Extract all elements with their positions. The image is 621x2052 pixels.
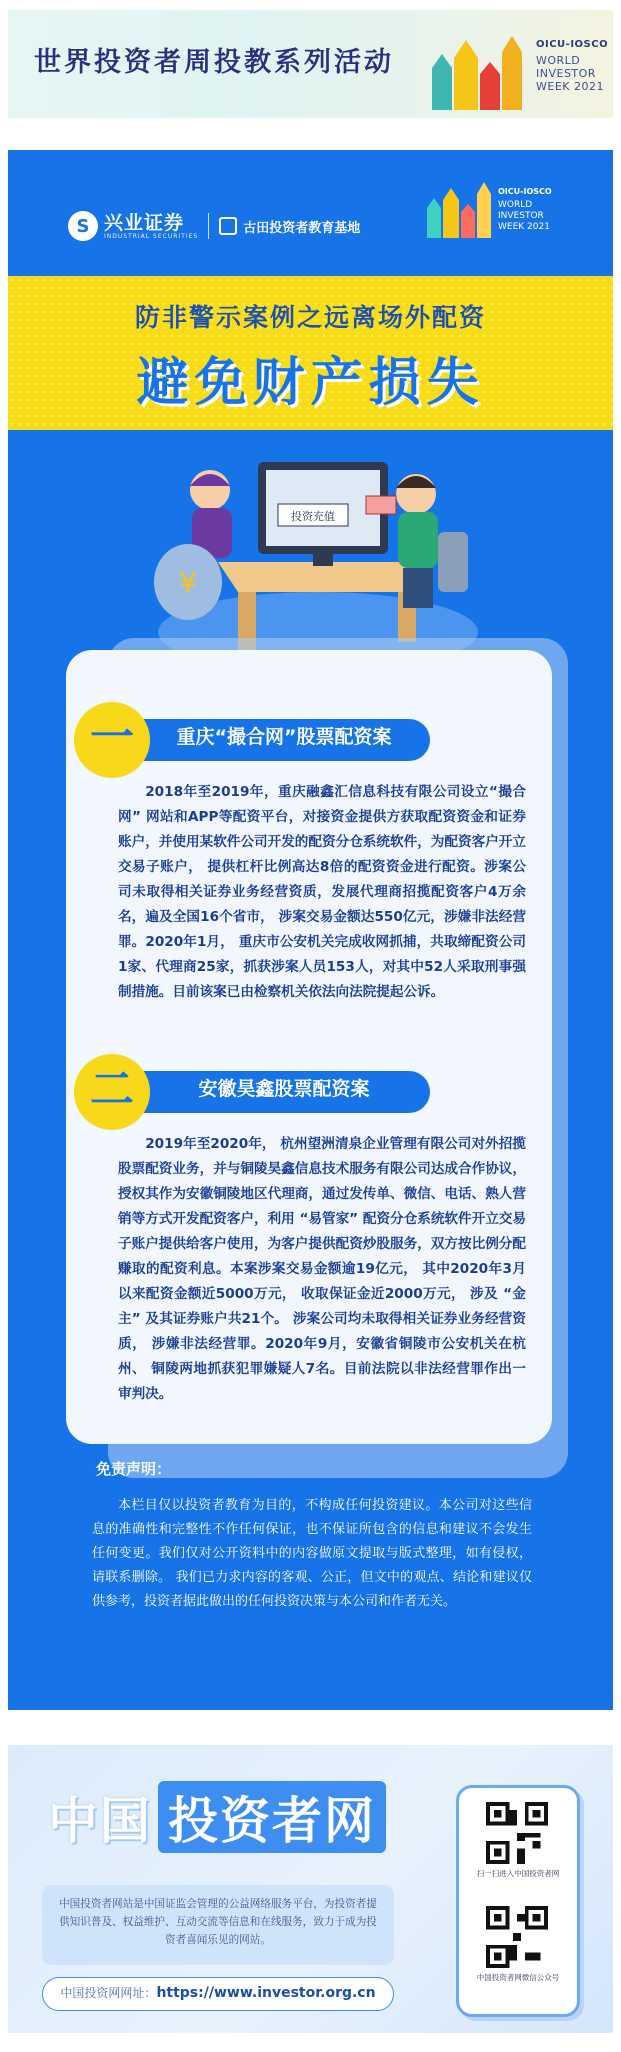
main-title: 避免财产损失 (136, 353, 485, 413)
section-2-header (74, 1064, 430, 1116)
section-2-body: 2019年至2020年， 杭州望洲清泉企业管理有限公司对外招揽股票配资业务，并与铜陵昊鑫信息技术服务有限公司达成合作协议，授权其作为安徽铜陵地区代理商，通过发传单、微信、电话、熟人营销等方式开发配资客户，利用 “易管家” 配资分仓系统软件开立交易子账户提供给客户使用，为客户提供配资炒股服务，双方按比例分配赚取的配资利息。本案涉案交易金额逾19亿元， 其中2020年3月以来配资金额近5000万元， 收取保证金近2000万元， 涉及 “金主” 及其证券账户共21个。 涉案公司均未取得相关证券业务经营资质， 涉嫌非法经营罪。2020年9月，安徽省铜陵市公安机关在杭州、 铜陵两地抓获犯罪嫌疑人7名。目前法院以非法经营罪作出一审判决。 (118, 1136, 526, 1402)
investor-net-logo (48, 1781, 386, 1853)
panel-iosco-text: OICU-IOSCO (498, 187, 552, 196)
brand-text (104, 213, 198, 240)
section-2-number: 二 (90, 1064, 134, 1115)
disclaimer-title: 免责声明： (96, 1460, 172, 1478)
pencils-logo-icon (426, 28, 526, 110)
qr-code-wechat-icon[interactable] (477, 1906, 557, 1968)
gutian-logo-icon (219, 217, 237, 235)
site-url-link[interactable]: https://www.investor.org.cn (156, 1985, 376, 2001)
qr-2-caption: 中国投资者网微信公众号 (476, 1973, 560, 1982)
panel-week-line-3: WEEK 2021 (498, 222, 550, 232)
section-1-number: 一 (90, 712, 134, 763)
subtitle: 防非警示案例之远离场外配资 (134, 303, 486, 332)
svg-text:¥: ¥ (179, 566, 197, 599)
site-url-bar[interactable] (42, 1977, 394, 2011)
site-url-label: 中国投资网网址： (60, 1986, 157, 2000)
xingye-logo-icon: S (68, 211, 98, 241)
iosco-logo-text: OICU-IOSCO (536, 39, 609, 50)
week-line-1: WORLD (536, 54, 581, 67)
panel-week-logo (498, 186, 552, 233)
partner-name: 古田投资者教育基地 (243, 220, 361, 236)
brand-en: INDUSTRIAL SECURITIES (104, 232, 199, 240)
bottom-banner (8, 1745, 613, 2033)
top-banner-title: 世界投资者周投教系列活动 (34, 47, 394, 78)
logo-divider (208, 213, 209, 239)
logo-prefix: 中国 (48, 1792, 152, 1850)
illustration-label: 投资充值 (291, 510, 335, 523)
section-1-title: 重庆“撮合网”股票配资案 (176, 726, 392, 748)
week-line-3: WEEK 2021 (536, 80, 604, 93)
panel-week-line-2: INVESTOR (498, 211, 544, 221)
section-1-body: 2018年至2019年，重庆融鑫汇信息科技有限公司设立“撮合网” 网站和APP等配资平台，对接资金提供方获取配资资金和证券账户，并使用某软件公司开发的配资分仓系统软件，为配资客户开立交易子账户， 提供杠杆比例高达8倍的配资资金进行配资。涉案公司未取得相关证券业务经营资质，发展代理商招揽配资客户4万余名，遍及全国16个省市， 涉案交易金额达550亿元，涉嫌非法经营罪。2020年1月， 重庆市公安机关完成收网抓捕，共取缔配资公司1家、代理商25家，抓获涉案人员153人，对其中52人采取刑事强制措施。目前该案已由检察机关依法向法院提起公诉。 (118, 784, 526, 1000)
title-band (8, 276, 613, 430)
logo-main: 投资者网 (158, 1781, 386, 1853)
phone-frame (456, 1785, 580, 2017)
top-banner (8, 10, 613, 118)
panel-week-line-1: WORLD (498, 200, 533, 210)
week-line-2: INVESTOR (536, 67, 596, 80)
qr-code-icon[interactable] (477, 1802, 557, 1864)
world-investor-week-logo (536, 38, 608, 93)
main-panel (8, 150, 613, 1710)
section-2-title: 安徽昊鑫股票配资案 (198, 1078, 370, 1100)
brand-logo-row (68, 206, 360, 246)
site-description: 中国投资者网站是中国证监会管理的公益网络服务平台，为投资者提供知识普及、权益维护、互动交流等信息和在线服务，致力于成为投资者喜闻乐见的网站。 (42, 1885, 394, 1965)
disclaimer-body: 本栏目仅以投资者教育为目的，不构成任何投资建议。本公司对这些信息的准确性和完整性不作任何保证，也不保证所包含的信息和建议不会发生任何变更。我们仅对公开资料中的内容做原文提取与版式整理，如有侵权，请联系删除。 我们已力求内容的客观、公正，但文中的观点、结论和建议仅供参考，投资者据此做出的任何投资决策与本公司和作者无关。 (92, 1498, 532, 1609)
brand-name: 兴业证券 (104, 211, 185, 234)
panel-pencils-icon (423, 178, 493, 238)
qr-1-caption: 扫一扫进入中国投资者网 (476, 1869, 560, 1878)
section-1-header (74, 712, 430, 764)
